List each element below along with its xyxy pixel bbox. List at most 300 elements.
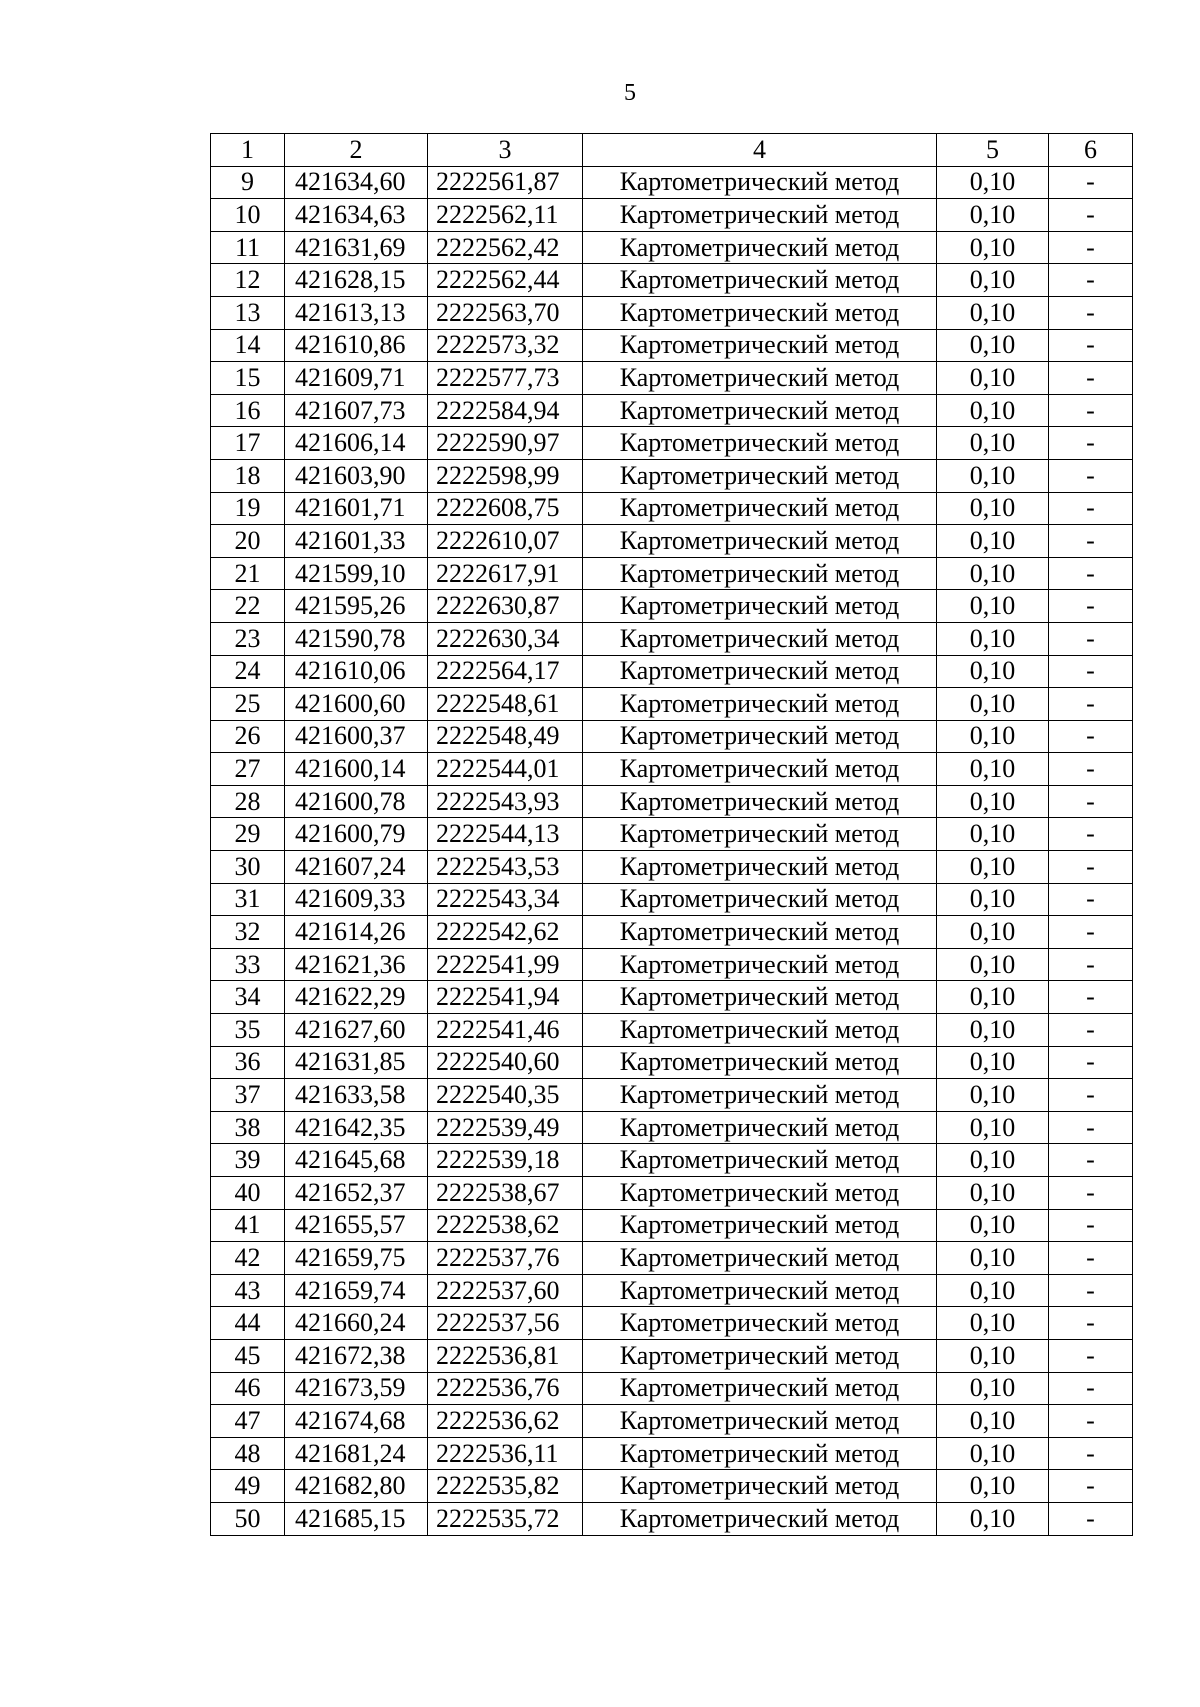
table-row [211, 329, 1133, 362]
table-row [211, 1339, 1133, 1372]
table-row [211, 296, 1133, 329]
y-coordinate-cell: 2222562,42 [428, 231, 583, 264]
note-cell: - [1049, 851, 1133, 884]
point-number-cell: 30 [211, 851, 285, 884]
table-row [211, 753, 1133, 786]
table-row [211, 1502, 1133, 1535]
method-cell: Картометрический метод [583, 785, 937, 818]
note-cell: - [1049, 883, 1133, 916]
method-cell: Картометрический метод [583, 720, 937, 753]
x-coordinate-cell: 421634,63 [285, 199, 428, 232]
note-cell: - [1049, 948, 1133, 981]
accuracy-cell: 0,10 [937, 231, 1049, 264]
point-number-cell: 19 [211, 492, 285, 525]
note-cell: - [1049, 557, 1133, 590]
point-number-cell: 50 [211, 1502, 285, 1535]
x-coordinate-cell: 421595,26 [285, 590, 428, 623]
method-cell: Картометрический метод [583, 231, 937, 264]
x-coordinate-cell: 421673,59 [285, 1372, 428, 1405]
x-coordinate-cell: 421652,37 [285, 1177, 428, 1210]
y-coordinate-cell: 2222542,62 [428, 916, 583, 949]
x-coordinate-cell: 421614,26 [285, 916, 428, 949]
point-number-cell: 40 [211, 1177, 285, 1210]
method-cell: Картометрический метод [583, 1177, 937, 1210]
table-row [211, 1144, 1133, 1177]
table-row [211, 883, 1133, 916]
x-coordinate-cell: 421609,33 [285, 883, 428, 916]
note-cell: - [1049, 688, 1133, 721]
point-number-cell: 23 [211, 622, 285, 655]
point-number-cell: 37 [211, 1079, 285, 1112]
accuracy-cell: 0,10 [937, 1274, 1049, 1307]
y-coordinate-cell: 2222544,13 [428, 818, 583, 851]
accuracy-cell: 0,10 [937, 1209, 1049, 1242]
accuracy-cell: 0,10 [937, 459, 1049, 492]
table-row [211, 459, 1133, 492]
note-cell: - [1049, 785, 1133, 818]
note-cell: - [1049, 1502, 1133, 1535]
y-coordinate-cell: 2222610,07 [428, 525, 583, 558]
point-number-cell: 21 [211, 557, 285, 590]
note-cell: - [1049, 1470, 1133, 1503]
accuracy-cell: 0,10 [937, 394, 1049, 427]
method-cell: Картометрический метод [583, 264, 937, 297]
table-row [211, 818, 1133, 851]
accuracy-cell: 0,10 [937, 590, 1049, 623]
table-header-row [211, 134, 1133, 167]
table-row [211, 1177, 1133, 1210]
accuracy-cell: 0,10 [937, 1014, 1049, 1047]
column-header: 3 [428, 134, 583, 167]
y-coordinate-cell: 2222561,87 [428, 166, 583, 199]
x-coordinate-cell: 421601,71 [285, 492, 428, 525]
x-coordinate-cell: 421642,35 [285, 1111, 428, 1144]
accuracy-cell: 0,10 [937, 1144, 1049, 1177]
x-coordinate-cell: 421607,24 [285, 851, 428, 884]
point-number-cell: 22 [211, 590, 285, 623]
x-coordinate-cell: 421655,57 [285, 1209, 428, 1242]
point-number-cell: 44 [211, 1307, 285, 1340]
accuracy-cell: 0,10 [937, 1470, 1049, 1503]
accuracy-cell: 0,10 [937, 688, 1049, 721]
x-coordinate-cell: 421631,85 [285, 1046, 428, 1079]
y-coordinate-cell: 2222562,11 [428, 199, 583, 232]
method-cell: Картометрический метод [583, 296, 937, 329]
accuracy-cell: 0,10 [937, 362, 1049, 395]
accuracy-cell: 0,10 [937, 720, 1049, 753]
point-number-cell: 14 [211, 329, 285, 362]
column-header: 4 [583, 134, 937, 167]
point-number-cell: 28 [211, 785, 285, 818]
method-cell: Картометрический метод [583, 1144, 937, 1177]
method-cell: Картометрический метод [583, 492, 937, 525]
point-number-cell: 9 [211, 166, 285, 199]
method-cell: Картометрический метод [583, 1307, 937, 1340]
method-cell: Картометрический метод [583, 1014, 937, 1047]
table-row [211, 948, 1133, 981]
note-cell: - [1049, 427, 1133, 460]
method-cell: Картометрический метод [583, 557, 937, 590]
y-coordinate-cell: 2222538,62 [428, 1209, 583, 1242]
x-coordinate-cell: 421600,79 [285, 818, 428, 851]
method-cell: Картометрический метод [583, 1242, 937, 1275]
accuracy-cell: 0,10 [937, 981, 1049, 1014]
x-coordinate-cell: 421590,78 [285, 622, 428, 655]
point-number-cell: 16 [211, 394, 285, 427]
y-coordinate-cell: 2222543,93 [428, 785, 583, 818]
table-row [211, 264, 1133, 297]
y-coordinate-cell: 2222541,99 [428, 948, 583, 981]
table-row [211, 427, 1133, 460]
x-coordinate-cell: 421621,36 [285, 948, 428, 981]
method-cell: Картометрический метод [583, 1372, 937, 1405]
accuracy-cell: 0,10 [937, 785, 1049, 818]
accuracy-cell: 0,10 [937, 1046, 1049, 1079]
x-coordinate-cell: 421682,80 [285, 1470, 428, 1503]
point-number-cell: 34 [211, 981, 285, 1014]
x-coordinate-cell: 421628,15 [285, 264, 428, 297]
note-cell: - [1049, 1014, 1133, 1047]
table-row [211, 655, 1133, 688]
note-cell: - [1049, 199, 1133, 232]
point-number-cell: 42 [211, 1242, 285, 1275]
table-row [211, 231, 1133, 264]
point-number-cell: 10 [211, 199, 285, 232]
x-coordinate-cell: 421600,14 [285, 753, 428, 786]
table-body [211, 166, 1133, 1535]
point-number-cell: 29 [211, 818, 285, 851]
accuracy-cell: 0,10 [937, 492, 1049, 525]
point-number-cell: 15 [211, 362, 285, 395]
accuracy-cell: 0,10 [937, 883, 1049, 916]
point-number-cell: 17 [211, 427, 285, 460]
accuracy-cell: 0,10 [937, 1405, 1049, 1438]
y-coordinate-cell: 2222541,94 [428, 981, 583, 1014]
method-cell: Картометрический метод [583, 981, 937, 1014]
table-row [211, 1014, 1133, 1047]
note-cell: - [1049, 1111, 1133, 1144]
note-cell: - [1049, 1209, 1133, 1242]
accuracy-cell: 0,10 [937, 296, 1049, 329]
accuracy-cell: 0,10 [937, 557, 1049, 590]
point-number-cell: 31 [211, 883, 285, 916]
method-cell: Картометрический метод [583, 753, 937, 786]
y-coordinate-cell: 2222536,62 [428, 1405, 583, 1438]
x-coordinate-cell: 421681,24 [285, 1437, 428, 1470]
y-coordinate-cell: 2222617,91 [428, 557, 583, 590]
note-cell: - [1049, 590, 1133, 623]
accuracy-cell: 0,10 [937, 427, 1049, 460]
table-row [211, 362, 1133, 395]
note-cell: - [1049, 720, 1133, 753]
table-row [211, 851, 1133, 884]
point-number-cell: 11 [211, 231, 285, 264]
y-coordinate-cell: 2222564,17 [428, 655, 583, 688]
accuracy-cell: 0,10 [937, 1079, 1049, 1112]
x-coordinate-cell: 421633,58 [285, 1079, 428, 1112]
x-coordinate-cell: 421600,78 [285, 785, 428, 818]
y-coordinate-cell: 2222543,53 [428, 851, 583, 884]
method-cell: Картометрический метод [583, 199, 937, 232]
y-coordinate-cell: 2222536,81 [428, 1339, 583, 1372]
x-coordinate-cell: 421672,38 [285, 1339, 428, 1372]
point-number-cell: 27 [211, 753, 285, 786]
method-cell: Картометрический метод [583, 1274, 937, 1307]
x-coordinate-cell: 421607,73 [285, 394, 428, 427]
method-cell: Картометрический метод [583, 394, 937, 427]
x-coordinate-cell: 421659,74 [285, 1274, 428, 1307]
y-coordinate-cell: 2222535,82 [428, 1470, 583, 1503]
y-coordinate-cell: 2222539,49 [428, 1111, 583, 1144]
y-coordinate-cell: 2222537,60 [428, 1274, 583, 1307]
y-coordinate-cell: 2222608,75 [428, 492, 583, 525]
method-cell: Картометрический метод [583, 459, 937, 492]
y-coordinate-cell: 2222630,87 [428, 590, 583, 623]
x-coordinate-cell: 421610,06 [285, 655, 428, 688]
point-number-cell: 43 [211, 1274, 285, 1307]
note-cell: - [1049, 1405, 1133, 1438]
method-cell: Картометрический метод [583, 329, 937, 362]
note-cell: - [1049, 1307, 1133, 1340]
accuracy-cell: 0,10 [937, 818, 1049, 851]
note-cell: - [1049, 166, 1133, 199]
table-row [211, 1209, 1133, 1242]
point-number-cell: 45 [211, 1339, 285, 1372]
point-number-cell: 49 [211, 1470, 285, 1503]
point-number-cell: 26 [211, 720, 285, 753]
x-coordinate-cell: 421599,10 [285, 557, 428, 590]
accuracy-cell: 0,10 [937, 1437, 1049, 1470]
method-cell: Картометрический метод [583, 1111, 937, 1144]
table-row [211, 916, 1133, 949]
accuracy-cell: 0,10 [937, 1372, 1049, 1405]
y-coordinate-cell: 2222548,49 [428, 720, 583, 753]
method-cell: Картометрический метод [583, 1339, 937, 1372]
note-cell: - [1049, 1177, 1133, 1210]
table-row [211, 394, 1133, 427]
y-coordinate-cell: 2222584,94 [428, 394, 583, 427]
table-row [211, 557, 1133, 590]
method-cell: Картометрический метод [583, 1079, 937, 1112]
method-cell: Картометрический метод [583, 655, 937, 688]
note-cell: - [1049, 525, 1133, 558]
note-cell: - [1049, 622, 1133, 655]
point-number-cell: 20 [211, 525, 285, 558]
y-coordinate-cell: 2222544,01 [428, 753, 583, 786]
method-cell: Картометрический метод [583, 851, 937, 884]
note-cell: - [1049, 231, 1133, 264]
y-coordinate-cell: 2222541,46 [428, 1014, 583, 1047]
x-coordinate-cell: 421659,75 [285, 1242, 428, 1275]
accuracy-cell: 0,10 [937, 1177, 1049, 1210]
x-coordinate-cell: 421606,14 [285, 427, 428, 460]
accuracy-cell: 0,10 [937, 1242, 1049, 1275]
accuracy-cell: 0,10 [937, 948, 1049, 981]
note-cell: - [1049, 753, 1133, 786]
note-cell: - [1049, 394, 1133, 427]
point-number-cell: 12 [211, 264, 285, 297]
note-cell: - [1049, 296, 1133, 329]
y-coordinate-cell: 2222537,76 [428, 1242, 583, 1275]
point-number-cell: 47 [211, 1405, 285, 1438]
table-row [211, 785, 1133, 818]
method-cell: Картометрический метод [583, 818, 937, 851]
point-number-cell: 33 [211, 948, 285, 981]
note-cell: - [1049, 1046, 1133, 1079]
table-row [211, 1079, 1133, 1112]
table-row [211, 1405, 1133, 1438]
method-cell: Картометрический метод [583, 883, 937, 916]
note-cell: - [1049, 1339, 1133, 1372]
y-coordinate-cell: 2222577,73 [428, 362, 583, 395]
table-row [211, 1242, 1133, 1275]
note-cell: - [1049, 492, 1133, 525]
table-row [211, 1046, 1133, 1079]
accuracy-cell: 0,10 [937, 166, 1049, 199]
x-coordinate-cell: 421627,60 [285, 1014, 428, 1047]
x-coordinate-cell: 421600,37 [285, 720, 428, 753]
note-cell: - [1049, 362, 1133, 395]
accuracy-cell: 0,10 [937, 264, 1049, 297]
x-coordinate-cell: 421600,60 [285, 688, 428, 721]
y-coordinate-cell: 2222538,67 [428, 1177, 583, 1210]
column-header: 6 [1049, 134, 1133, 167]
method-cell: Картометрический метод [583, 590, 937, 623]
accuracy-cell: 0,10 [937, 851, 1049, 884]
y-coordinate-cell: 2222537,56 [428, 1307, 583, 1340]
point-number-cell: 24 [211, 655, 285, 688]
x-coordinate-cell: 421645,68 [285, 1144, 428, 1177]
x-coordinate-cell: 421603,90 [285, 459, 428, 492]
accuracy-cell: 0,10 [937, 199, 1049, 232]
accuracy-cell: 0,10 [937, 525, 1049, 558]
x-coordinate-cell: 421610,86 [285, 329, 428, 362]
point-number-cell: 39 [211, 1144, 285, 1177]
x-coordinate-cell: 421609,71 [285, 362, 428, 395]
note-cell: - [1049, 655, 1133, 688]
table-row [211, 199, 1133, 232]
accuracy-cell: 0,10 [937, 622, 1049, 655]
table-row [211, 1307, 1133, 1340]
point-number-cell: 41 [211, 1209, 285, 1242]
note-cell: - [1049, 329, 1133, 362]
method-cell: Картометрический метод [583, 1470, 937, 1503]
y-coordinate-cell: 2222536,76 [428, 1372, 583, 1405]
accuracy-cell: 0,10 [937, 1502, 1049, 1535]
x-coordinate-cell: 421622,29 [285, 981, 428, 1014]
y-coordinate-cell: 2222535,72 [428, 1502, 583, 1535]
table-row [211, 1470, 1133, 1503]
y-coordinate-cell: 2222536,11 [428, 1437, 583, 1470]
method-cell: Картометрический метод [583, 1502, 937, 1535]
method-cell: Картометрический метод [583, 1046, 937, 1079]
table-row [211, 1111, 1133, 1144]
table-row [211, 525, 1133, 558]
note-cell: - [1049, 1372, 1133, 1405]
x-coordinate-cell: 421601,33 [285, 525, 428, 558]
y-coordinate-cell: 2222540,60 [428, 1046, 583, 1079]
point-number-cell: 35 [211, 1014, 285, 1047]
y-coordinate-cell: 2222539,18 [428, 1144, 583, 1177]
point-number-cell: 36 [211, 1046, 285, 1079]
method-cell: Картометрический метод [583, 622, 937, 655]
note-cell: - [1049, 459, 1133, 492]
column-header: 5 [937, 134, 1049, 167]
y-coordinate-cell: 2222590,97 [428, 427, 583, 460]
point-number-cell: 46 [211, 1372, 285, 1405]
method-cell: Картометрический метод [583, 362, 937, 395]
y-coordinate-cell: 2222540,35 [428, 1079, 583, 1112]
point-number-cell: 18 [211, 459, 285, 492]
table-row [211, 1437, 1133, 1470]
y-coordinate-cell: 2222563,70 [428, 296, 583, 329]
method-cell: Картометрический метод [583, 688, 937, 721]
page-number: 5 [624, 80, 636, 106]
y-coordinate-cell: 2222562,44 [428, 264, 583, 297]
coordinates-table [210, 133, 1133, 1536]
point-number-cell: 48 [211, 1437, 285, 1470]
note-cell: - [1049, 981, 1133, 1014]
accuracy-cell: 0,10 [937, 1111, 1049, 1144]
note-cell: - [1049, 1144, 1133, 1177]
note-cell: - [1049, 818, 1133, 851]
y-coordinate-cell: 2222598,99 [428, 459, 583, 492]
note-cell: - [1049, 264, 1133, 297]
accuracy-cell: 0,10 [937, 1339, 1049, 1372]
method-cell: Картометрический метод [583, 525, 937, 558]
y-coordinate-cell: 2222548,61 [428, 688, 583, 721]
note-cell: - [1049, 916, 1133, 949]
y-coordinate-cell: 2222630,34 [428, 622, 583, 655]
method-cell: Картометрический метод [583, 916, 937, 949]
accuracy-cell: 0,10 [937, 329, 1049, 362]
point-number-cell: 32 [211, 916, 285, 949]
point-number-cell: 38 [211, 1111, 285, 1144]
column-header: 2 [285, 134, 428, 167]
table-row [211, 166, 1133, 199]
x-coordinate-cell: 421674,68 [285, 1405, 428, 1438]
accuracy-cell: 0,10 [937, 916, 1049, 949]
method-cell: Картометрический метод [583, 427, 937, 460]
table-row [211, 1274, 1133, 1307]
note-cell: - [1049, 1437, 1133, 1470]
x-coordinate-cell: 421660,24 [285, 1307, 428, 1340]
x-coordinate-cell: 421685,15 [285, 1502, 428, 1535]
method-cell: Картометрический метод [583, 1209, 937, 1242]
accuracy-cell: 0,10 [937, 1307, 1049, 1340]
note-cell: - [1049, 1274, 1133, 1307]
table-row [211, 590, 1133, 623]
table-row [211, 720, 1133, 753]
x-coordinate-cell: 421634,60 [285, 166, 428, 199]
column-header: 1 [211, 134, 285, 167]
table-row [211, 1372, 1133, 1405]
x-coordinate-cell: 421631,69 [285, 231, 428, 264]
y-coordinate-cell: 2222543,34 [428, 883, 583, 916]
accuracy-cell: 0,10 [937, 753, 1049, 786]
table-row [211, 492, 1133, 525]
x-coordinate-cell: 421613,13 [285, 296, 428, 329]
table-row [211, 622, 1133, 655]
y-coordinate-cell: 2222573,32 [428, 329, 583, 362]
method-cell: Картометрический метод [583, 1405, 937, 1438]
note-cell: - [1049, 1079, 1133, 1112]
accuracy-cell: 0,10 [937, 655, 1049, 688]
point-number-cell: 25 [211, 688, 285, 721]
table-row [211, 688, 1133, 721]
note-cell: - [1049, 1242, 1133, 1275]
method-cell: Картометрический метод [583, 166, 937, 199]
